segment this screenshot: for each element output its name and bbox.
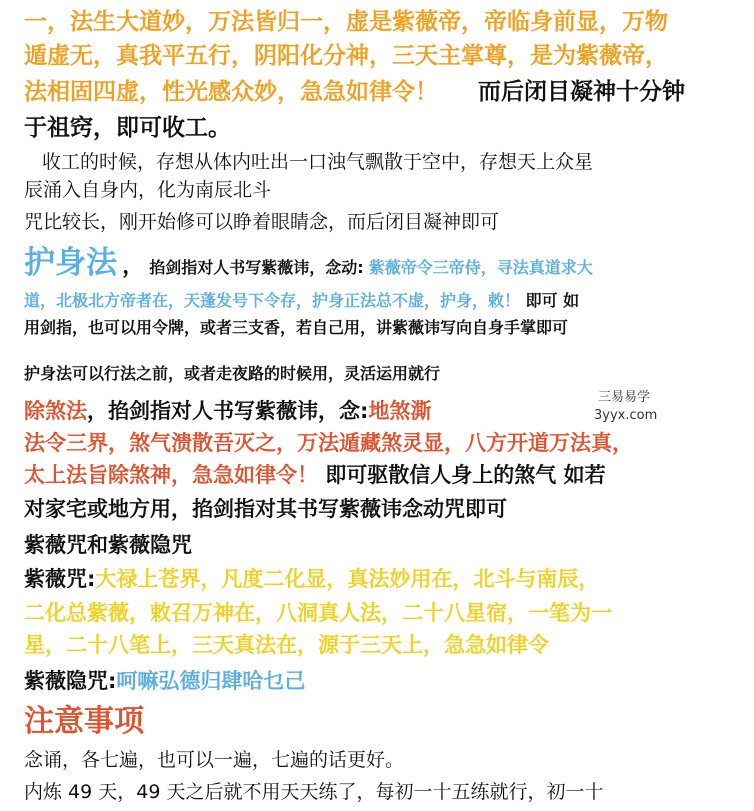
watermark-url: 3yyx.com — [594, 408, 658, 423]
mantra-line-3 — [24, 76, 685, 108]
ziwei-line-2: 二化总紫薇，敕召万神在，八洞真人法，二十八星宿，一笔为一 — [24, 601, 612, 625]
paragraph-line: 辰涌入自身内，化为南辰北斗 — [24, 179, 272, 201]
hushen-instruction: 掐剑指对人书写紫薇讳，念动: — [149, 258, 364, 277]
hushen-title: 护身法 — [24, 245, 117, 281]
paragraph-line: 咒比较长，刚开始修可以睁着眼睛念，而后闭目凝神即可 — [24, 211, 500, 233]
chusha-line-1 — [24, 396, 431, 426]
hushen-tail: 即可 如 — [525, 291, 580, 310]
ziwei-heading: 紫薇咒和紫薇隐咒 — [24, 533, 192, 557]
hushen-line-4: 护身法可以行法之前，或者走夜路的时候用，灵活运用就行 — [24, 364, 441, 383]
note-line-1: 念诵，各七遍，也可以一遍，七遍的话更好。 — [24, 749, 405, 771]
hushen-line-1 — [24, 240, 593, 291]
yin-line — [24, 666, 305, 696]
hushen-comma: ， — [122, 254, 145, 279]
yin-label: 紫薇隐咒: — [24, 669, 117, 693]
chusha-line-3 — [24, 460, 606, 490]
mantra-line-2: 遁虚无，真我平五行，阴阳化分神，三天主掌尊，是为紫薇帝， — [24, 43, 668, 69]
yin-mantra: 呵嘛弘德归肆哈乜己 — [116, 669, 306, 693]
chusha-line-4: 对家宅或地方用，掐剑指对其书写紫薇讳念动咒即可 — [24, 497, 507, 521]
chusha-line-2: 法令三界，煞气溃散吾灭之，万法遁藏煞灵显，八方开道万法真， — [24, 431, 633, 455]
hushen-line-2 — [24, 289, 579, 313]
chusha-tail: 即可驱散信人身上的煞气 如若 — [325, 463, 606, 487]
watermark-title: 三易易学 — [598, 390, 651, 405]
paragraph-line: 收工的时候，存想从体内吐出一口浊气飘散于空中，存想天上众星 — [42, 151, 594, 173]
chusha-title: 除煞法 — [24, 399, 87, 423]
ziwei-line-1 — [24, 564, 599, 594]
ziwei-mantra-start: 大禄上苍界，凡度二化显，真法妙用在，北斗与南辰， — [95, 567, 600, 591]
hushen-mantra-start: 紫薇帝令三帝侍，寻法真道求大 — [368, 258, 593, 277]
notes-title: 注意事项 — [24, 704, 144, 739]
ziwei-line-3: 星，二十八笔上，三天真法在，源于三天上，急急如律令 — [24, 633, 549, 657]
ziwei-label: 紫薇咒: — [24, 567, 96, 591]
hushen-mantra-end: 道，北极北方帝者在，天蓬发号下令存，护身正法总不虚，护身，敕！ — [24, 291, 521, 310]
chusha-instruction: ，掐剑指对人书写紫薇讳，念: — [87, 399, 369, 423]
chusha-mantra-end: 太上法旨除煞神，急急如律令！ — [24, 463, 318, 487]
instruction-text: 而后闭目凝神十分钟 — [478, 79, 686, 105]
mantra-line-1: 一，法生大道妙，万法皆归一，虚是紫薇帝，帝临身前显，万物 — [24, 9, 668, 35]
mantra-line-3-text: 法相固四虚，性光感众妙，急急如律令！ — [24, 79, 438, 105]
note-line-2: 内炼 49 天，49 天之后就不用天天练了，每初一十五练就行，初一十 — [24, 781, 604, 803]
chusha-mantra-start: 地煞澌 — [368, 399, 432, 423]
hushen-line-3: 用剑指，也可以用令牌，或者三支香，若自己用，讲紫薇讳写向自身手掌即可 — [24, 318, 569, 337]
instruction-line: 于祖窍，即可收工。 — [24, 115, 231, 141]
